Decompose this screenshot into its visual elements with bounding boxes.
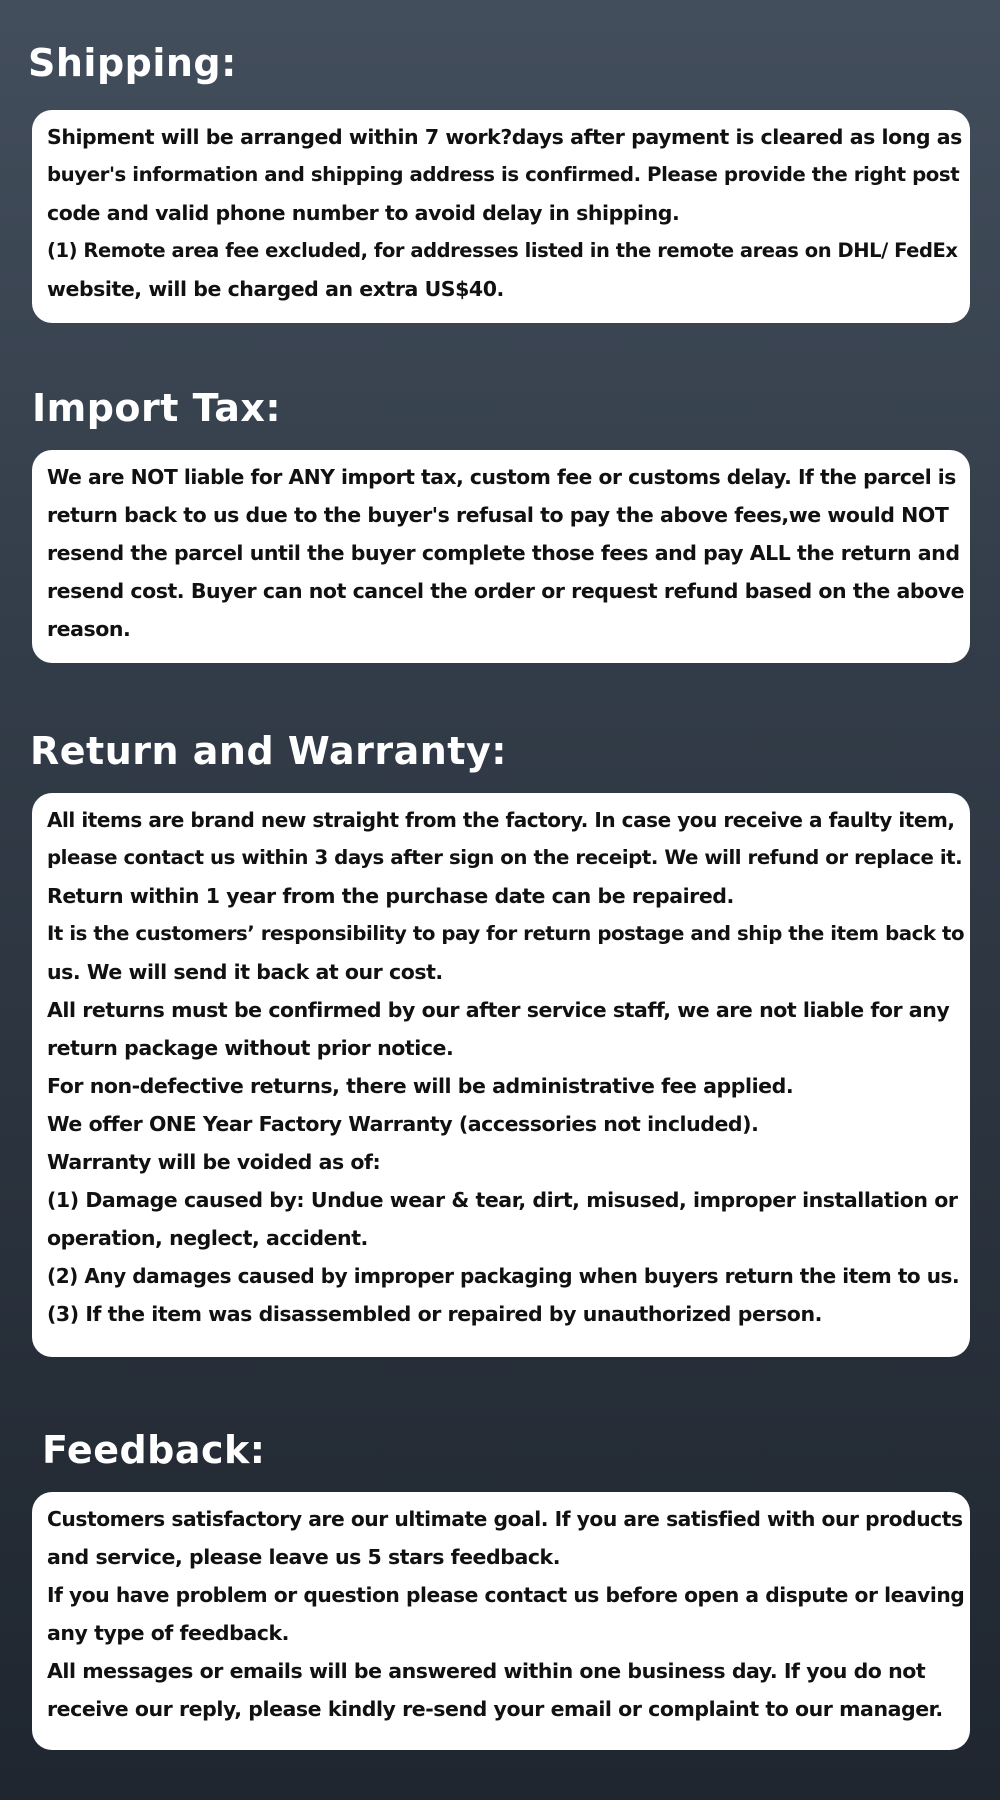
return-warranty-text-line: We offer ONE Year Factory Warranty (accessories not included). [47, 1112, 759, 1136]
return-warranty-text-line: Return within 1 year from the purchase date can be repaired. [47, 884, 734, 908]
return-warranty-text-line: operation, neglect, accident. [47, 1226, 368, 1250]
return-warranty-text-line: All returns must be confirmed by our after service staff, we are not liable for any [47, 998, 950, 1022]
shipping-text-line: buyer's information and shipping address is confirmed. Please provide the right post [47, 163, 960, 186]
feedback-text-line: receive our reply, please kindly re-send your email or complaint to our manager. [47, 1697, 943, 1721]
import-tax-text-line: resend the parcel until the buyer complete those fees and pay ALL the return and [47, 541, 960, 565]
return-warranty-text-line: return package without prior notice. [47, 1036, 454, 1060]
import-tax-text-line: We are NOT liable for ANY import tax, custom fee or customs delay. If the parcel is [47, 465, 956, 489]
import-tax-card [32, 450, 970, 663]
import-tax-text-line: reason. [47, 617, 131, 641]
return-warranty-text-line: (1) Damage caused by: Undue wear & tear, dirt, misused, improper installation or [47, 1188, 958, 1212]
return-warranty-text-line: us. We will send it back at our cost. [47, 960, 443, 984]
import-tax-text-line: resend cost. Buyer can not cancel the order or request refund based on the above [47, 579, 965, 603]
return-warranty-text-line: (3) If the item was disassembled or repaired by unauthorized person. [47, 1302, 822, 1326]
return-warranty-card [32, 793, 970, 1357]
return-warranty-heading: Return and Warranty: [30, 729, 507, 773]
shipping-text-line: website, will be charged an extra US$40. [47, 277, 504, 301]
feedback-card [32, 1492, 970, 1750]
return-warranty-text-line: For non-defective returns, there will be administrative fee applied. [47, 1074, 794, 1098]
feedback-text-line: any type of feedback. [47, 1621, 289, 1645]
shipping-card [32, 110, 970, 323]
import-tax-heading: Import Tax: [32, 386, 282, 430]
feedback-text-line: Customers satisfactory are our ultimate goal. If you are satisfied with our products [47, 1507, 963, 1531]
return-warranty-text-line: (2) Any damages caused by improper packaging when buyers return the item to us. [47, 1264, 960, 1288]
import-tax-text-line: return back to us due to the buyer's refusal to pay the above fees,we would NOT [47, 503, 949, 527]
return-warranty-text-line: All items are brand new straight from the factory. In case you receive a faulty item, [47, 808, 955, 832]
feedback-text-line: and service, please leave us 5 stars feedback. [47, 1545, 561, 1569]
return-warranty-text-line: please contact us within 3 days after sign on the receipt. We will refund or replace it. [47, 846, 963, 869]
shipping-text-line: (1) Remote area fee excluded, for addresses listed in the remote areas on DHL/ FedEx [47, 239, 958, 262]
shipping-text-line: code and valid phone number to avoid delay in shipping. [47, 201, 680, 225]
return-warranty-text-line: Warranty will be voided as of: [47, 1150, 381, 1174]
shipping-text-line: Shipment will be arranged within 7 work?days after payment is cleared as long as [47, 125, 962, 149]
feedback-text-line: All messages or emails will be answered within one business day. If you do not [47, 1659, 926, 1683]
feedback-text-line: If you have problem or question please contact us before open a dispute or leaving [47, 1583, 965, 1607]
return-warranty-text-line: It is the customers’ responsibility to pay for return postage and ship the item back to [47, 922, 965, 945]
feedback-heading: Feedback: [42, 1428, 266, 1472]
shipping-heading: Shipping: [28, 41, 237, 85]
